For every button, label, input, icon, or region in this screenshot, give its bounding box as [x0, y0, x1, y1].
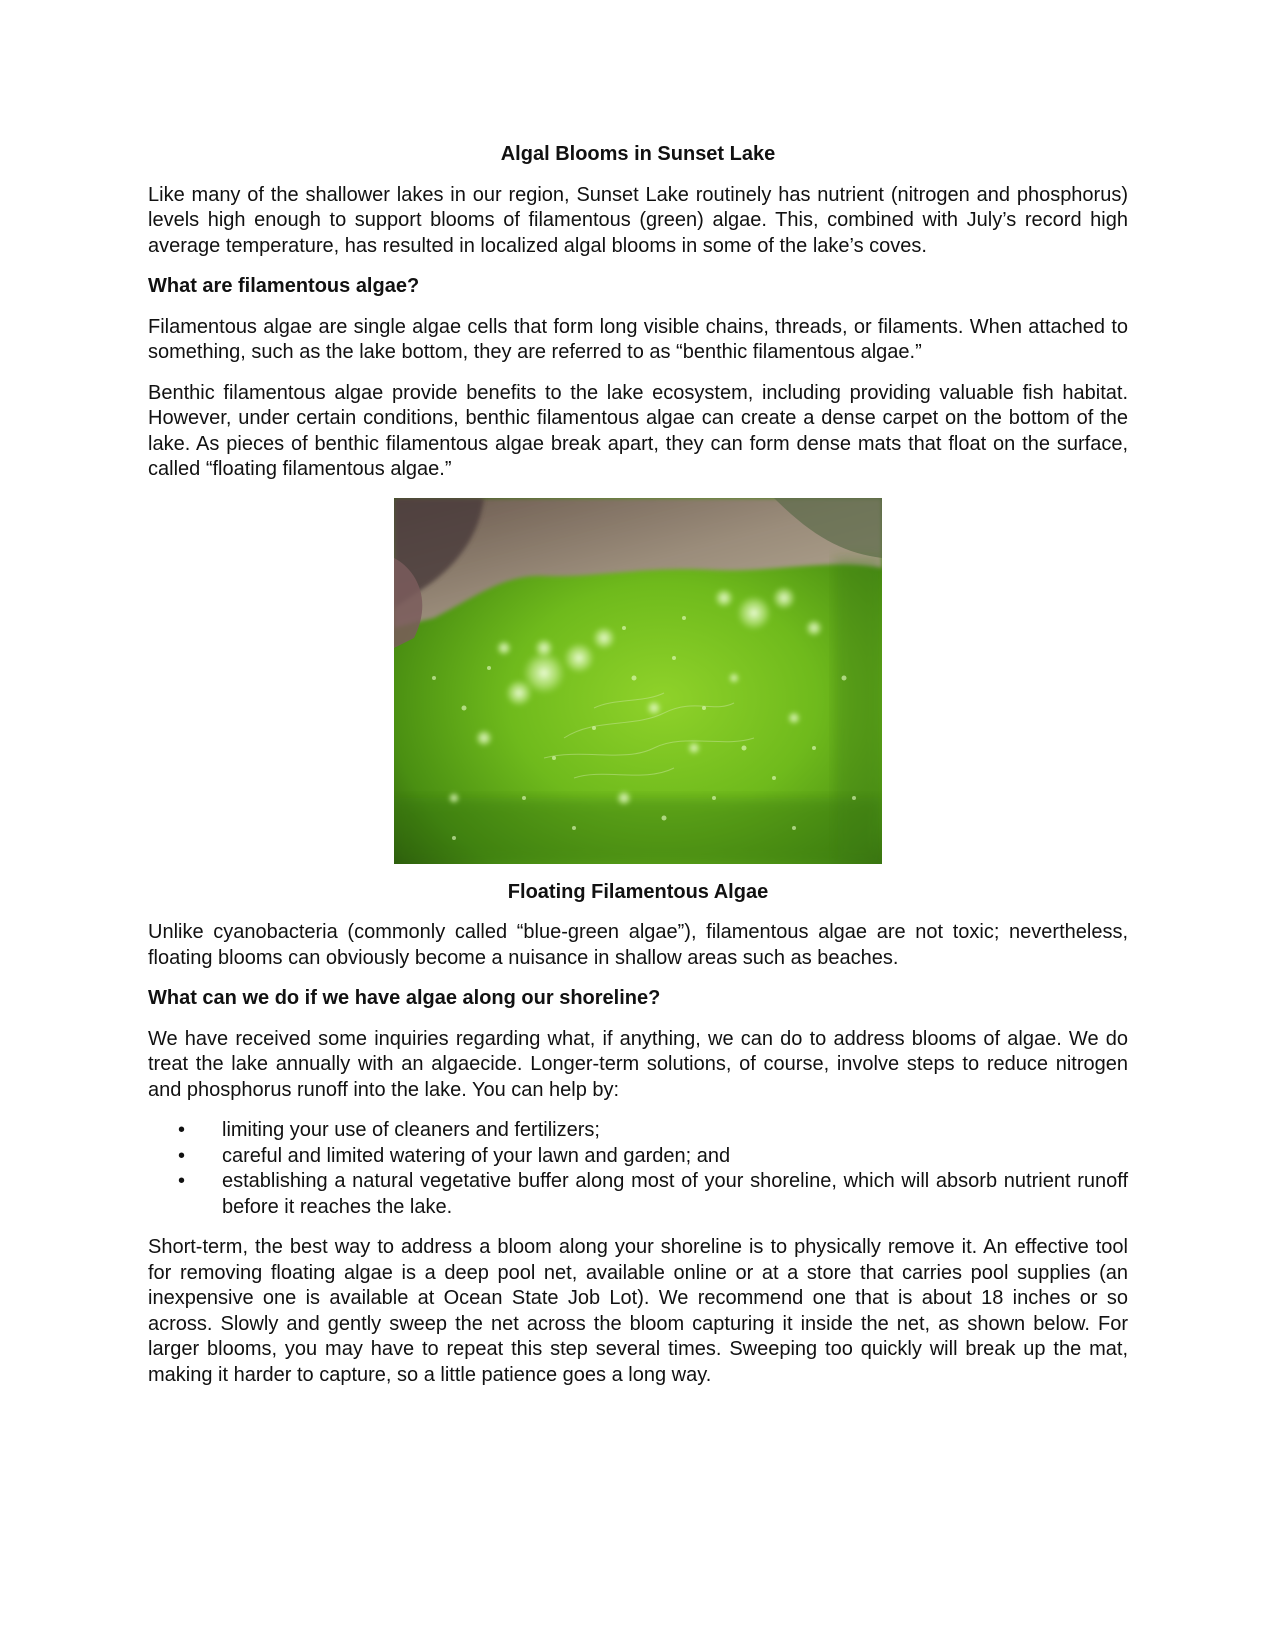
document-title: Algal Blooms in Sunset Lake — [500, 143, 776, 165]
filamentous-definition-paragraph: Filamentous algae are single algae cells that form long visible chains, threads, or filaments. When attached to something, such as the lake bottom, they are referred to as “benthic filamentous algae.” — [148, 315, 1128, 363]
list-item-text: limiting your use of cleaners and fertilizers; — [222, 1119, 600, 1141]
list-item — [148, 1144, 1128, 1170]
algae-photo-illustration — [394, 498, 882, 864]
list-item — [148, 1169, 1128, 1220]
benthic-algae-paragraph: Benthic filamentous algae provide benefits to the lake ecosystem, including providing valuable fish habitat. However, under certain conditions, benthic filamentous algae can create a dense carpet on the bottom of the lake. As pieces of benthic filamentous algae break apart, they can form dense mats that float on the surface, called “floating filamentous algae.” — [148, 381, 1128, 480]
intro-paragraph: Like many of the shallower lakes in our region, Sunset Lake routinely has nutrient (nitrogen and phosphorus) levels high enough to support blooms of filamentous (green) algae. This, combined with July’s record high average temperature, has resulted in localized algal blooms in some of the lake’s coves. — [148, 183, 1128, 257]
bullet-icon: • — [178, 1144, 186, 1167]
short-term-paragraph: Short-term, the best way to address a bloom along your shoreline is to physically remove it. An effective tool for removing floating algae is a deep pool net, available online or at a store that carries pool supplies (an inexpensive one is available at Ocean State Job Lot). We recommend one that is about 18 inches or so across. Slowly and gently sweep the net across the bloom capturing it inside the net, as shown below. For larger blooms, you may have to repeat this step several times. Sweeping too quickly will break up the mat, making it harder to capture, so a little patience goes a long way. — [148, 1236, 1128, 1386]
figure-caption: Floating Filamentous Algae — [507, 880, 769, 903]
list-item-text: establishing a natural vegetative buffer along most of your shoreline, which will absorb nutrient runoff before it reaches the lake. — [222, 1170, 1128, 1218]
list-item-text: careful and limited watering of your lawn and garden; and — [222, 1144, 731, 1167]
list-item — [148, 1118, 1128, 1144]
inquiries-paragraph: We have received some inquiries regarding what, if anything, we can do to address blooms of algae. We do treat the lake annually with an algaecide. Longer-term solutions, of course, involve steps to reduce nitrogen and phosphorus runoff into the lake. You can help by: — [148, 1027, 1128, 1101]
help-list — [148, 1118, 1128, 1220]
algae-photo — [394, 498, 882, 864]
toxicity-paragraph: Unlike cyanobacteria (commonly called “blue-green algae”), filamentous algae are not toxic; nevertheless, floating blooms can obviously become a nuisance in shallow areas such as beaches. — [148, 921, 1128, 969]
bullet-icon: • — [178, 1170, 186, 1192]
section-heading-filamentous-algae: What are filamentous algae? — [148, 275, 420, 297]
section-heading-shoreline: What can we do if we have algae along our shoreline? — [148, 987, 661, 1009]
document-page — [148, 142, 1128, 1403]
bullet-icon: • — [178, 1119, 186, 1141]
